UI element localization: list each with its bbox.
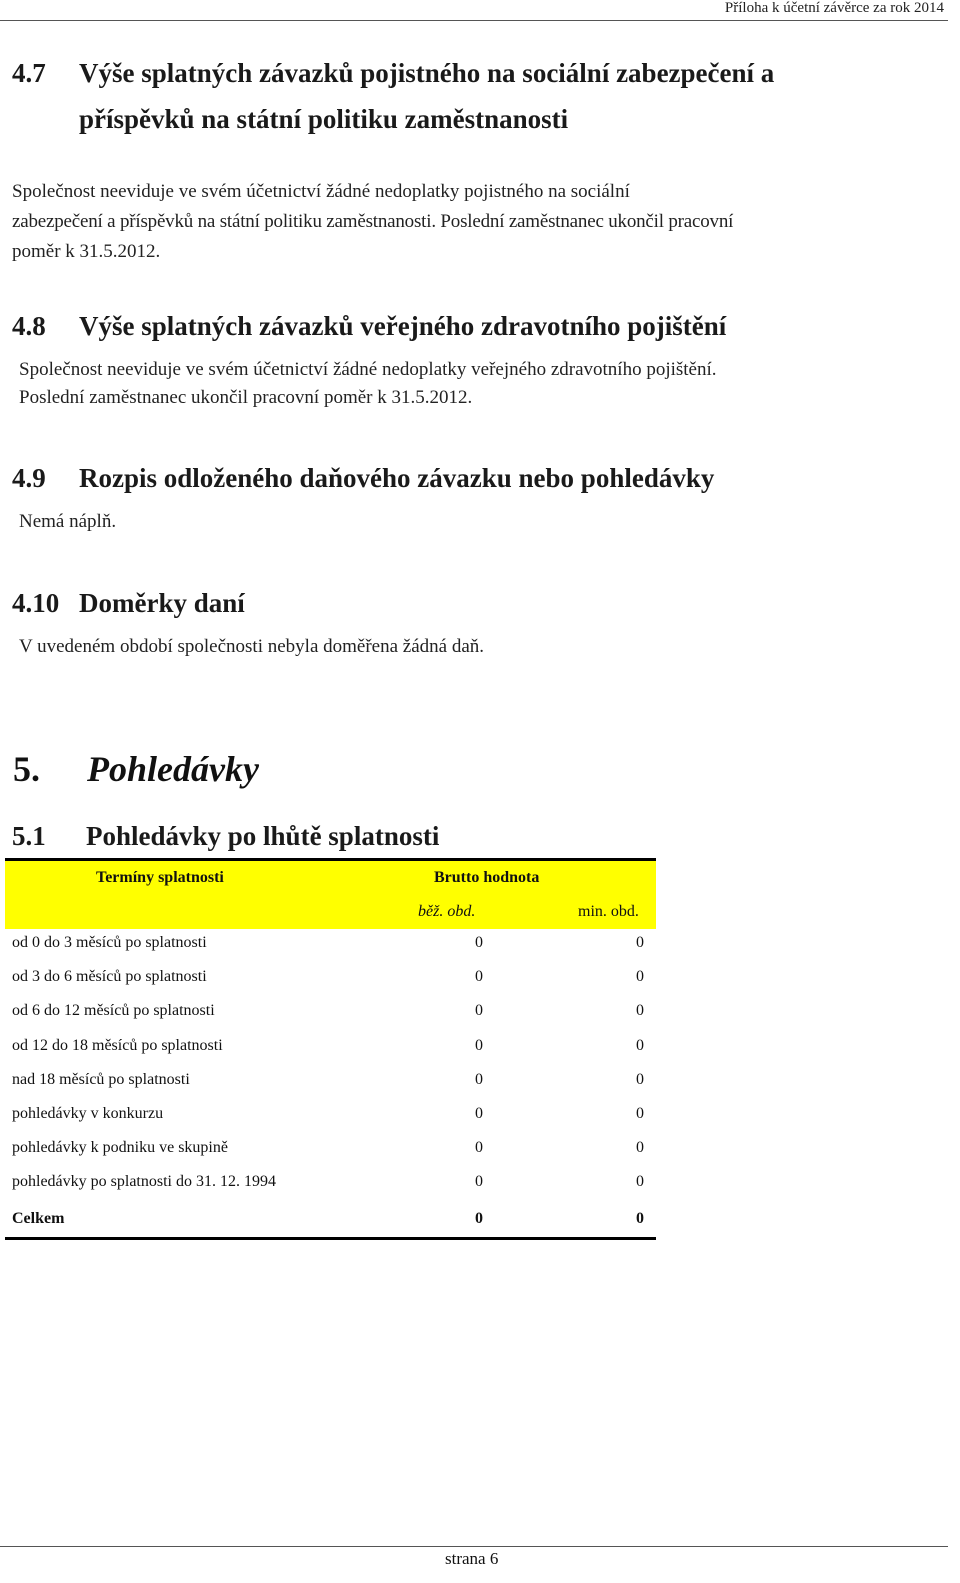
heading-4-8-title: Výše splatných závazků veřejného zdravotního pojištění: [79, 311, 727, 341]
para-4-9: Nemá náplň.: [19, 511, 117, 532]
heading-4-8-number: 4.8: [12, 311, 46, 341]
running-header-title: Příloha k účetní závěrce za rok 2014: [724, 0, 944, 16]
table-row-previous: 0: [636, 1071, 644, 1088]
heading-4-7-number: 4.7: [12, 58, 46, 88]
table-row-previous: 0: [636, 968, 644, 985]
heading-4-9-title: Rozpis odloženého daňového závazku nebo pohledávky: [79, 463, 715, 493]
heading-4-10: [12, 588, 912, 624]
heading-5-number: 5.: [13, 749, 40, 789]
table-row-current: 0: [475, 1037, 483, 1054]
table-bottom-rule: [5, 1237, 656, 1240]
table-row: [5, 1029, 656, 1063]
table-row-label: od 0 do 3 měsíců po splatnosti: [12, 934, 207, 951]
heading-4-10-title: Doměrky daní: [79, 588, 245, 618]
heading-5-title: Pohledávky: [87, 749, 259, 789]
heading-4-7-title-line2: příspěvků na státní politiku zaměstnanosti: [79, 104, 569, 134]
para-4-7-line3: poměr k 31.5.2012.: [12, 241, 161, 262]
table-row-current: 0: [475, 1002, 483, 1019]
table-row-current: 0: [475, 1173, 483, 1190]
heading-4-8: [12, 311, 912, 347]
table-total-row: [5, 1202, 656, 1236]
para-4-8-line1: Společnost neeviduje ve svém účetnictví žádné nedoplatky veřejného zdravotního pojištění.: [19, 359, 717, 380]
table-total-current: 0: [475, 1210, 483, 1227]
table-subheader-previous: min. obd.: [578, 903, 639, 920]
heading-5-1-number: 5.1: [12, 821, 46, 851]
para-4-7-line1: Společnost neeviduje ve svém účetnictví žádné nedoplatky pojistného na sociální: [12, 181, 630, 202]
table-subheader-current: běž. obd.: [418, 903, 476, 920]
heading-5: [13, 748, 413, 796]
table-row-previous: 0: [636, 1105, 644, 1122]
table-row-previous: 0: [636, 934, 644, 951]
running-header: [0, 0, 948, 21]
table-header: [5, 858, 656, 929]
table-row: [5, 994, 656, 1028]
table-row-previous: 0: [636, 1037, 644, 1054]
page-number: strana 6: [445, 1549, 499, 1568]
heading-4-7-title-line1: Výše splatných závazků pojistného na sociální zabezpečení a: [79, 58, 775, 88]
para-4-8-line2: Poslední zaměstnanec ukončil pracovní poměr k 31.5.2012.: [19, 387, 473, 408]
table-row-current: 0: [475, 968, 483, 985]
heading-4-9: [12, 463, 912, 499]
table-row-current: 0: [475, 1071, 483, 1088]
table-header-col2: Brutto hodnota: [434, 869, 540, 886]
table-row-current: 0: [475, 1105, 483, 1122]
table-row-label: od 3 do 6 měsíců po splatnosti: [12, 968, 207, 985]
table-row-previous: 0: [636, 1002, 644, 1019]
heading-4-9-number: 4.9: [12, 463, 46, 493]
footer-rule: [0, 1546, 948, 1547]
table-row-label: nad 18 měsíců po splatnosti: [12, 1071, 190, 1088]
para-4-7-line2: zabezpečení a příspěvků na státní politiku zaměstnanosti. Poslední zaměstnanec ukončil pracovní: [12, 211, 734, 232]
table-total-previous: 0: [636, 1210, 644, 1227]
table-row-previous: 0: [636, 1173, 644, 1190]
table-row-current: 0: [475, 934, 483, 951]
table-row: [5, 1131, 656, 1165]
para-4-10: V uvedeném období společnosti nebyla doměřena žádná daň.: [19, 636, 485, 657]
table-row: [5, 1165, 656, 1199]
table-row-label: pohledávky v konkurzu: [12, 1105, 164, 1122]
table-row-label: od 6 do 12 měsíců po splatnosti: [12, 1002, 215, 1019]
heading-5-1-title: Pohledávky po lhůtě splatnosti: [86, 821, 440, 851]
table-row-label: pohledávky po splatnosti do 31. 12. 1994: [12, 1173, 276, 1190]
table-row: [5, 1097, 656, 1131]
heading-4-7: [12, 58, 912, 94]
heading-5-1: [12, 821, 612, 857]
table-row-label: pohledávky k podniku ve skupině: [12, 1139, 228, 1156]
table-row-label: od 12 do 18 měsíců po splatnosti: [12, 1037, 223, 1054]
table-row-current: 0: [475, 1139, 483, 1156]
table-row-previous: 0: [636, 1139, 644, 1156]
table-header-col1: Termíny splatnosti: [96, 869, 224, 886]
heading-4-10-number: 4.10: [12, 588, 60, 618]
table-total-label: Celkem: [12, 1210, 65, 1227]
table-row: [5, 926, 656, 960]
table-row: [5, 1063, 656, 1097]
table-row: [5, 960, 656, 994]
